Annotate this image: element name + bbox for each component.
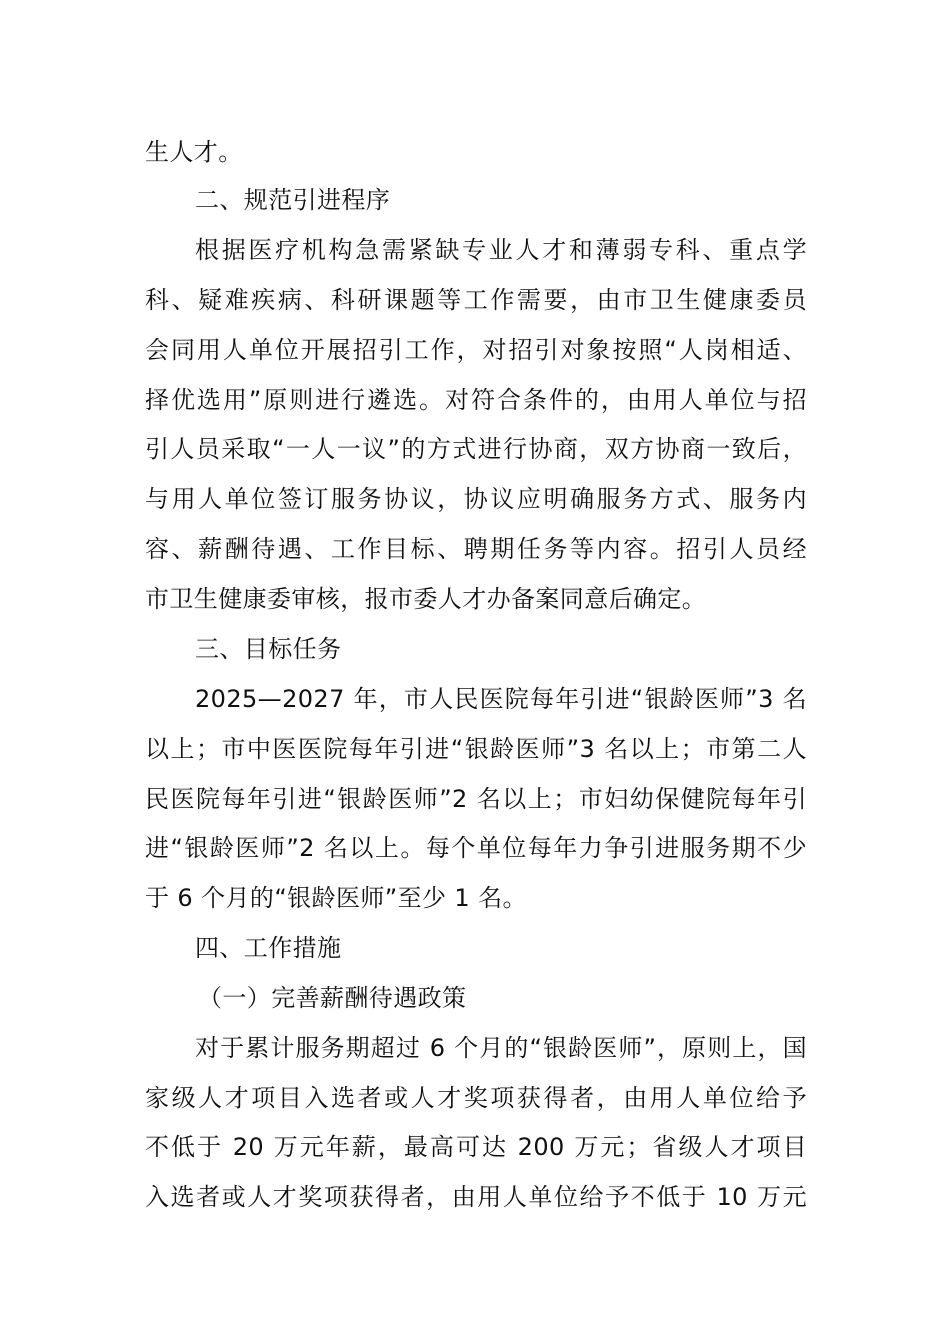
paragraph-line: 2025—2027 年，市人民医院每年引进“银龄医师”3 名 — [195, 685, 807, 713]
paragraph-line: 入选者或人才奖项获得者，由用人单位给予不低于 10 万元 — [145, 1183, 807, 1211]
paragraph-line: 不低于 20 万元年薪，最高可达 200 万元；省级人才项目 — [145, 1133, 807, 1161]
paragraph-line: 民医院每年引进“银龄医师”2 名以上；市妇幼保健院每年引 — [145, 785, 807, 813]
subsection-heading: （一）完善薪酬待遇政策 — [198, 984, 467, 1012]
paragraph-line: 对于累计服务期超过 6 个月的“银龄医师”，原则上，国 — [195, 1034, 807, 1062]
paragraph-line: 家级人才项目入选者或人才奖项获得者，由用人单位给予 — [145, 1084, 807, 1112]
paragraph-line: 容、薪酬待遇、工作目标、聘期任务等内容。招引人员经 — [145, 535, 807, 563]
paragraph-line: 会同用人单位开展招引工作，对招引对象按照“人岗相适、 — [145, 336, 807, 364]
paragraph-line: 科、疑难疾病、科研课题等工作需要，由市卫生健康委员 — [145, 286, 807, 314]
paragraph-line: 根据医疗机构急需紧缺专业人才和薄弱专科、重点学 — [195, 236, 807, 264]
paragraph-line: 进“银龄医师”2 名以上。每个单位每年力争引进服务期不少 — [145, 834, 807, 862]
paragraph-line: 于 6 个月的“银龄医师”至少 1 名。 — [145, 884, 527, 912]
paragraph-line: 择优选用”原则进行遴选。对符合条件的，由用人单位与招 — [145, 386, 807, 414]
section-heading: 四、工作措施 — [195, 934, 342, 962]
paragraph-line: 引人员采取“一人一议”的方式进行协商，双方协商一致后， — [145, 435, 807, 463]
paragraph-line: 生人才。 — [145, 138, 243, 166]
section-heading: 三、目标任务 — [195, 635, 342, 663]
paragraph-line: 以上；市中医医院每年引进“银龄医师”3 名以上；市第二人 — [145, 735, 807, 763]
section-heading: 二、规范引进程序 — [195, 186, 391, 214]
paragraph-line: 与用人单位签订服务协议，协议应明确服务方式、服务内 — [145, 485, 807, 513]
paragraph-line: 市卫生健康委审核，报市委人才办备案同意后确定。 — [145, 585, 707, 613]
